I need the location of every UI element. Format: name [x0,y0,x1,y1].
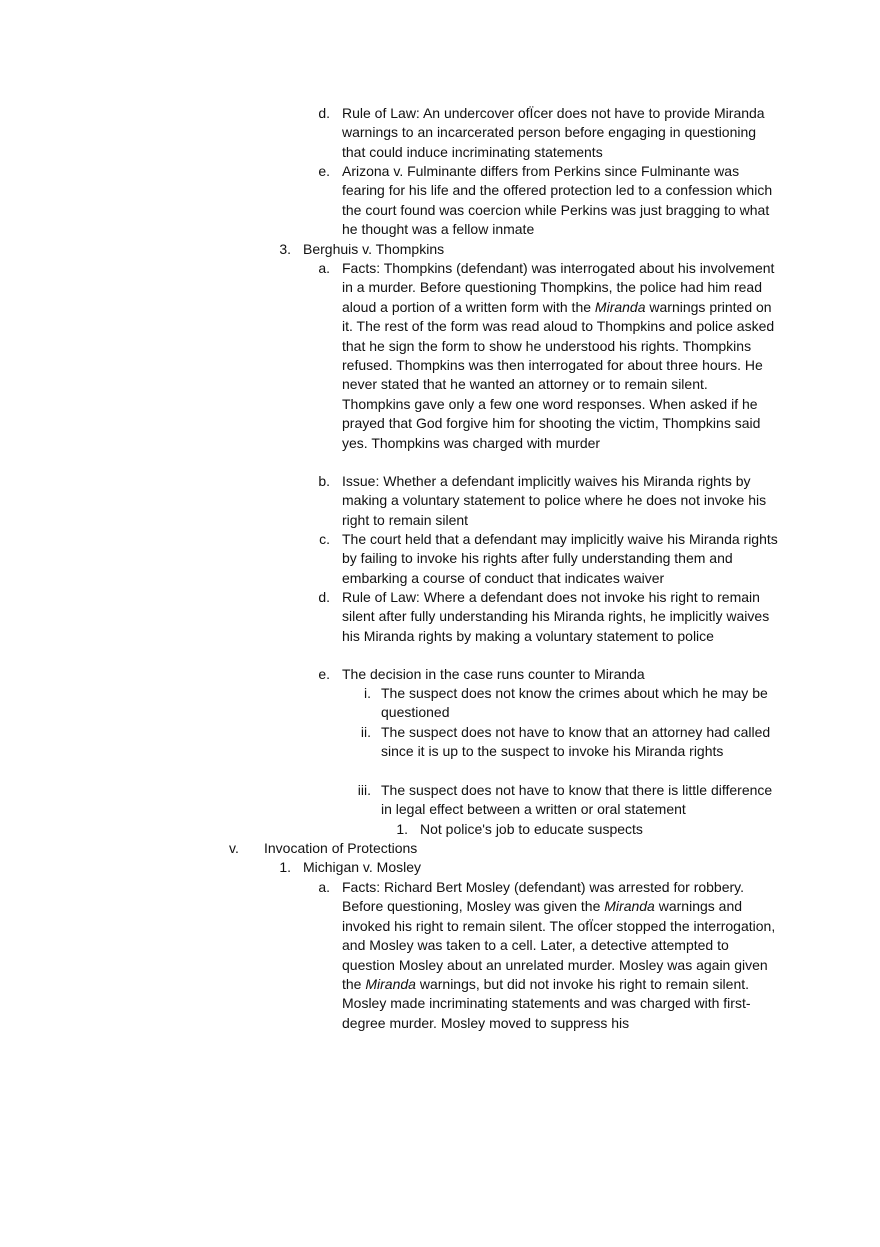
list-item-text: Arizona v. Fulminante differs from Perkins since Fulminante was fearing for his life and the offered protection led to a confession which the court found was coercion while Perkins was just bragging to what he thought was a fellow inmate [342,163,773,238]
list-marker: c. [319,531,330,547]
list-item-text: Rule of Law: Where a defendant does not invoke his right to remain silent after fully understanding his Miranda rights, he implicitly waives his Miranda rights by making a voluntary statement to police [342,589,770,644]
list-item-text: Issue: Whether a defendant implicitly waives his Miranda rights by making a voluntary statement to police where he does not invoke his right to remain silent [342,473,767,528]
list-marker: b. [318,473,330,489]
list-item-text [342,259,778,453]
list-item-text: The suspect does not have to know that there is little difference in legal effect between a written or oral statement [381,782,773,818]
outline-item-berghuis-decision [318,665,778,684]
outline-item-berghuis-rule [318,588,778,646]
section-heading: Invocation of Protections [264,840,418,856]
list-marker: iii. [357,782,371,798]
outline-subitem-educate [396,820,778,839]
text-run: warnings, but did not invoke his right to remain silent. Mosley made incriminating statements and was charged with first-degree murder. Mosley moved to suppress his [342,976,751,1031]
list-marker: d. [318,589,330,605]
list-marker: 1. [396,821,408,837]
list-item-text: The suspect does not have to know that an attorney had called since it is up to the suspect to invoke his Miranda rights [381,724,771,760]
outline-item-mosley [279,858,778,877]
emphasized-text: Miranda [604,898,655,915]
outline-item-berghuis-facts [318,259,778,453]
outline-item-mosley-facts [318,878,778,1033]
list-marker: d. [318,105,330,121]
emphasized-text: Miranda [365,976,416,993]
text-run: warnings printed on it. The rest of the form was read aloud to Thompkins and police asked that he sign the form to show he understood his rights. Thompkins refused. Thompkins was then interrogated for about three hours. He never stated that he wanted an attorney or to remain silent. Thompkins gave only a few one word responses. When asked if he prayed that God forgive him for shooting the victim, Thompkins said yes. Thompkins was charged with murder [342,298,775,451]
list-item-text: Not police's job to educate suspects [420,821,643,837]
text-run: Facts: Richard Bert Mosley (defendant) was arrested for robbery. Before questioning, Mosley was given the [342,879,745,915]
outline-subitem-legal-effect [357,781,781,820]
list-marker: e. [318,666,330,682]
outline-subitem-crimes [364,684,778,723]
outline-subitem-attorney [360,723,778,762]
list-item-text: The suspect does not know the crimes about which he may be questioned [381,685,768,721]
case-title: Berghuis v. Thompkins [303,241,445,257]
list-item-text: Rule of Law: An undercover ofÏcer does not have to provide Miranda warnings to an incarcerated person before engaging in questioning that could induce incriminating statements [342,105,765,160]
outline-item-berghuis [279,240,778,259]
list-marker: a. [318,879,330,895]
list-marker: ii. [360,724,371,740]
outline-section-invocation [229,839,778,858]
list-marker: 1. [279,859,291,875]
outline-item-berghuis-issue [318,472,778,530]
outline-item-berghuis-holding [319,530,778,588]
list-item-text [342,878,778,1033]
case-title: Michigan v. Mosley [303,859,422,875]
list-item-text: The decision in the case runs counter to Miranda [342,666,645,682]
outline-item-fulminante [318,162,778,240]
list-marker: v. [229,840,239,856]
emphasized-text: Miranda [594,298,646,315]
list-marker: e. [318,163,330,179]
list-item-text: The court held that a defendant may implicitly waive his Miranda rights by failing to invoke his rights after fully understanding them and embarking a course of conduct that indicates waiver [342,531,778,586]
list-marker: 3. [279,241,291,257]
list-marker: a. [318,260,330,276]
list-marker: i. [364,685,371,701]
text-run: warnings and invoked his right to remain silent. The ofÏcer stopped the interrogation, and Mosley was taken to a cell. Later, a detective attempted to question Mosley about an unrelated murder. Mosley was again given the [342,898,776,993]
outline-item-rule-of-law-perkins [318,104,778,162]
text-run: Facts: Thompkins (defendant) was interrogated about his involvement in a murder. Before questioning Thompkins, the police had him read aloud a portion of a written form with the [342,260,775,315]
